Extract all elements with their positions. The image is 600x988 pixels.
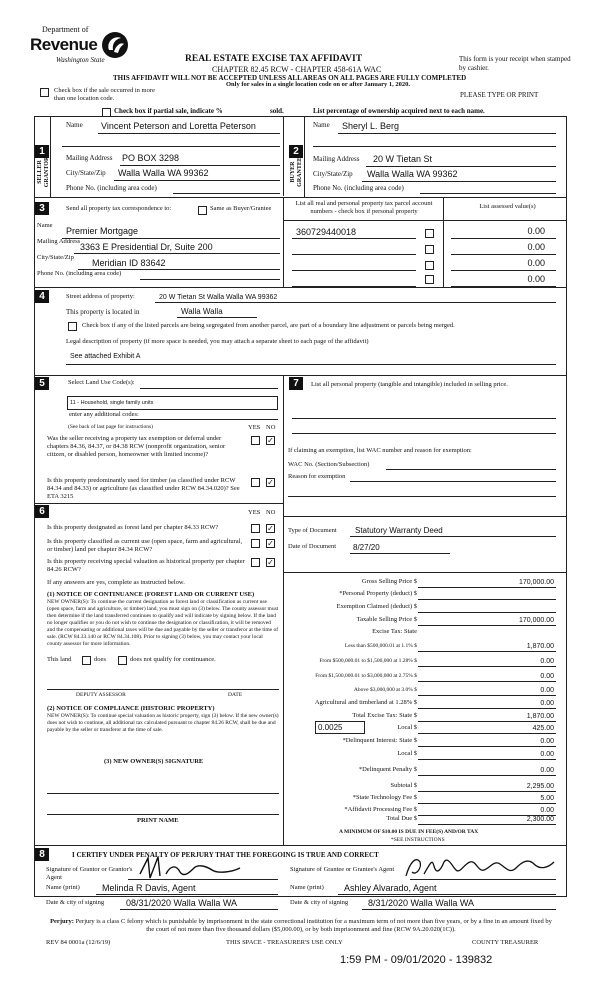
s6-q2-no-checkbox[interactable]: ✓ <box>267 539 274 548</box>
street-label: Street address of property: <box>66 293 135 300</box>
delinq-interest-label: *Delinquent Interest: State $ <box>342 737 417 744</box>
land-does-checkbox[interactable] <box>82 656 91 665</box>
section-4-badge: 4 <box>35 290 49 303</box>
treasurer-stamp: 1:59 PM - 09/01/2020 - 139832 <box>340 954 493 966</box>
s5-question-1: Was the seller receiving a property tax exemption or deferral under chapters 84.36, 84.37, or 84.38 RCW (nonprofit organization, senior citizen, or disabled person, homeowner with limited income)? <box>47 435 226 458</box>
does-label: does <box>94 656 106 663</box>
date-label: DATE <box>228 692 243 698</box>
tech-fee-label: *State Technology Fee $ <box>352 794 417 801</box>
s6-q3-no-checkbox[interactable]: ✓ <box>267 558 274 567</box>
minimum-note: A MINIMUM OF $10.00 IS DUE IN FEE(S) AND/OR TAX <box>339 829 479 835</box>
section-2-badge: 2 <box>289 145 303 158</box>
print-name-label: PRINT NAME <box>137 817 179 824</box>
personal-property-label: List all personal property (tangible and intangible) included in selling price. <box>311 381 508 388</box>
s3-name[interactable]: Premier Mortgage <box>66 226 139 236</box>
tier1-label: Less than $500,000.01 at 1.1% $ <box>344 643 417 649</box>
personal-property-checkbox[interactable] <box>425 261 434 270</box>
partial-sold-label: sold. <box>270 107 284 115</box>
s6-question-2: Is this property classified as current use (open space, farm and agricultural, or timber) land per chapter 84.34 RCW? <box>47 538 243 553</box>
s6-q3-yes-checkbox[interactable] <box>251 558 260 567</box>
reason-label: Reason for exemption <box>288 473 346 480</box>
taxable-label: Taxable Selling Price $ <box>356 616 417 623</box>
taxable-value[interactable]: 170,000.00 <box>518 617 554 624</box>
buyer-side-label: BUYER GRANTEE <box>290 157 303 187</box>
deputy-assessor-label: DEPUTY ASSESSOR <box>76 692 126 698</box>
if-yes-note: If any answers are yes, complete as instructed below. <box>47 579 185 586</box>
form-revision: REV 84 0001a (12/6/19) <box>46 939 111 946</box>
s6-question-3: Is this property receiving special valuation as historical property per chapter 84.26 RCW? <box>47 558 245 573</box>
s6-q1-yes-checkbox[interactable] <box>251 524 260 533</box>
reason-field[interactable] <box>350 481 556 482</box>
perjury-text: Perjury is a class C felony which is punishable by imprisonment in the state correctional institution for a maximum term of not more than five years, or by a fine in an amount fixed by the court of not more than five thousand dollars ($5,000.00), or by both imprisonment and fine (RCW 9A.20.020(1C)). <box>75 918 552 933</box>
perjury-notice <box>46 918 556 934</box>
total-due-value[interactable]: 2,300.00 <box>526 816 554 823</box>
grantor-signature-label: Signature of Grantor or Grantor's Agent <box>46 866 133 881</box>
seller-mailing[interactable]: PO BOX 3298 <box>122 153 180 163</box>
personal-property-checkbox[interactable] <box>425 275 434 284</box>
form-title: REAL ESTATE EXCISE TAX AFFIDAVIT <box>185 54 363 64</box>
total-due-label: Total Due $ <box>386 815 417 822</box>
doc-date-label: Date of Document <box>288 543 337 550</box>
s5-q1-yes-checkbox[interactable] <box>251 436 260 445</box>
logo-swirl-icon <box>100 30 130 60</box>
s5-no-header: NO <box>266 424 276 431</box>
grantee-name-label: Name (print) <box>290 884 324 891</box>
assessed-value[interactable]: 0.00 <box>527 258 545 268</box>
same-as-buyer-label: Same as Buyer/Grantee <box>210 205 272 212</box>
this-land-label: This land <box>47 656 72 663</box>
delinq-interest-value[interactable]: 0.00 <box>540 738 554 745</box>
s3-phone-label: Phone No. (including area code) <box>37 270 122 277</box>
subtotal-label: Subtotal $ <box>390 782 417 789</box>
delinq-local-value[interactable]: 0.00 <box>540 751 554 758</box>
buyer-name-label: Name <box>313 121 330 129</box>
legal-desc-label: Legal description of property (if more space is needed, you may attach a separate sheet to each page of the affidavit) <box>66 338 369 345</box>
exemption-label: If claiming an exemption, list WAC number and reason for exemption: <box>288 447 472 454</box>
total-state-label: Total Excise Tax: State $ <box>352 712 417 719</box>
tier4-value[interactable]: 0.00 <box>540 687 554 694</box>
gross-value[interactable]: 170,000.00 <box>518 579 554 586</box>
land-does-not-checkbox[interactable] <box>118 656 127 665</box>
doc-date[interactable]: 8/27/20 <box>353 543 380 552</box>
notice-compliance-body: NEW OWNER(S): To continue special valuation as historic property, sign (3) below. If the new owner(s) does not wish to continue, all additional tax calculated pursuant to chapter 84.26 RCW, shall be due and payable by the seller or transferor at the time of sale. <box>47 713 279 733</box>
exemption-deduct-label: Exemption Claimed (deduct) $ <box>336 603 417 610</box>
s5-q2-no-checkbox[interactable]: ✓ <box>267 478 274 487</box>
located-in[interactable]: Walla Walla <box>181 307 223 316</box>
buyer-city[interactable]: Walla Walla WA 99362 <box>367 169 458 179</box>
land-use-value: 11 - Household, single family units <box>70 400 154 406</box>
parcel-number[interactable]: 360729440018 <box>296 227 357 237</box>
local-rate-box[interactable] <box>315 721 365 734</box>
grantee-date-label: Date & city of signing <box>290 899 349 906</box>
tier2-value[interactable]: 0.00 <box>540 658 554 665</box>
s6-yes-header: YES <box>248 509 261 516</box>
notice-continuance-title: (1) NOTICE OF CONTINUANCE (FOREST LAND OR CURRENT USE) <box>47 591 255 598</box>
local-label: Local $ <box>397 724 417 731</box>
wac-field[interactable] <box>386 469 556 470</box>
seller-phone-label: Phone No. (including area code) <box>66 184 157 192</box>
logo-state-text: Washington State <box>56 56 105 64</box>
assessed-header: List assessed value(s) <box>479 203 536 210</box>
notice-compliance-title: (2) NOTICE OF COMPLIANCE (HISTORIC PROPERTY) <box>47 705 215 712</box>
does-not-label: does not qualify for continuance. <box>130 656 216 663</box>
additional-codes-field[interactable] <box>130 419 278 420</box>
grantor-signature[interactable] <box>136 854 296 882</box>
segregated-label: Check box if any of the listed parcels are being segregated from another parcel, are part of a boundary line adjustment or parcels being merged. <box>82 322 455 329</box>
s6-question-1: Is this property designated as forest land per chapter 84.33 RCW? <box>47 524 219 531</box>
seller-name-label: Name <box>66 121 83 129</box>
property-street[interactable]: 20 W Tietan St Walla Walla WA 99362 <box>159 294 278 301</box>
treasurer-only-label: THIS SPACE - TREASURER'S USE ONLY <box>226 939 343 946</box>
partial-sale-label: Check box if partial sale, indicate % <box>114 107 223 115</box>
local-value[interactable]: 425.00 <box>532 725 554 732</box>
tier3-label: From $1,500,000.01 to $3,000,000 at 2.75% $ <box>315 673 417 679</box>
grantor-name[interactable]: Melinda R Davis, Agent <box>102 883 196 893</box>
seller-city[interactable]: Walla Walla WA 99362 <box>118 168 209 178</box>
grantee-signature[interactable] <box>402 852 562 882</box>
multi-location-label: Check box if the sale occurred in more than one location code. <box>54 87 155 102</box>
s5-yes-header: YES <box>248 424 261 431</box>
assessed-value[interactable]: 0.00 <box>527 226 545 236</box>
proc-fee-value[interactable]: 0.00 <box>540 807 554 814</box>
acceptance-warning: THIS AFFIDAVIT WILL NOT BE ACCEPTED UNLESS ALL AREAS ON ALL PAGES ARE FULLY COMPLETED <box>113 74 467 82</box>
multi-location-checkbox[interactable] <box>40 88 49 97</box>
buyer-city-label: City/State/Zip <box>313 170 353 178</box>
section-1-badge: 1 <box>35 145 49 158</box>
s6-q1-no-checkbox[interactable]: ✓ <box>267 524 274 533</box>
seller-name[interactable]: Vincent Peterson and Loretta Peterson <box>101 121 256 131</box>
certify-statement: I CERTIFY UNDER PENALTY OF PERJURY THAT THE FOREGOING IS TRUE AND CORRECT <box>72 851 379 859</box>
section-8-badge: 8 <box>35 848 49 861</box>
local-rate: 0.0025 <box>318 723 343 732</box>
s6-q2-yes-checkbox[interactable] <box>251 539 260 548</box>
grantee-date-city[interactable]: 8/31/2020 Walla Walla WA <box>368 898 475 908</box>
new-owner-signature-title: (3) NEW OWNER(S) SIGNATURE <box>104 758 204 765</box>
personal-property-checkbox[interactable] <box>425 229 434 238</box>
ownership-note: List percentage of ownership acquired next to each name. <box>313 107 485 115</box>
see-instructions-note: *SEE INSTRUCTIONS <box>391 837 445 843</box>
grantor-date-city[interactable]: 08/31/2020 Walla Walla WA <box>126 898 238 908</box>
form-subtitle: CHAPTER 82.45 RCW - CHAPTER 458-61A WAC <box>212 65 382 74</box>
buyer-phone-label: Phone No. (including area code) <box>313 184 404 192</box>
tier1-value[interactable]: 1,870.00 <box>526 643 554 650</box>
s3-name-label: Name <box>37 222 53 229</box>
new-owner-signature-field[interactable] <box>47 793 279 794</box>
tech-fee-value[interactable]: 5.00 <box>540 795 554 802</box>
single-location-note: Only for sales in a single location code on or after January 1, 2020. <box>226 81 410 88</box>
notice-continuance-body: NEW OWNER(S): To continue the current designation as forest land or classification as current use (open space, farm and agriculture, or timber) land, you must sign on (3) below. The county assessor must then determine if the land transferred continues to qualify and will indicate by signing below. If the land no longer qualifies or you do not wish to continue the designation or classification, it will be removed and the compensating or additional taxes will be due and payable by the seller or transferor at the time of sale. (RCW 84.33.140 or RCW 84.34.108). Prior to signing (3) below, you may contact your local county assessor for more information. <box>47 599 279 647</box>
doc-type[interactable]: Statutory Warranty Deed <box>355 526 443 535</box>
s3-phone-field[interactable] <box>140 279 280 280</box>
gross-label: Gross Selling Price $ <box>361 578 417 585</box>
delinq-local-label: Local $ <box>397 750 417 757</box>
total-state-value[interactable]: 1,870.00 <box>526 713 554 720</box>
personal-deduct-label: *Personal Property (deduct) $ <box>339 590 417 597</box>
tier2-label: From $500,000.01 to $1,500,000 at 1.28% $ <box>319 658 417 664</box>
s5-q1-no-checkbox[interactable]: ✓ <box>267 436 274 445</box>
section-7-badge: 7 <box>289 377 303 390</box>
buyer-phone-field[interactable] <box>420 193 556 194</box>
seller-mailing-label: Mailing Address <box>66 154 113 162</box>
delinq-penalty-label: *Delinquent Penalty $ <box>358 766 417 773</box>
send-correspondence-label: Send all property tax correspondence to: <box>66 205 172 212</box>
s5-q2-yes-checkbox[interactable] <box>251 478 260 487</box>
section-3-badge: 3 <box>35 202 49 215</box>
personal-property-field[interactable] <box>292 418 556 419</box>
buyer-name[interactable]: Sheryl L. Berg <box>342 121 400 131</box>
s3-mailing-label: Mailing Address <box>37 238 81 245</box>
agri-value[interactable]: 0.00 <box>540 700 554 707</box>
proc-fee-label: *Affidavit Processing Fee $ <box>344 806 417 813</box>
s3-city-label: City/State/Zip <box>37 254 74 261</box>
tier4-label: Above $3,000,000 at 3.0% $ <box>353 687 417 693</box>
receipt-note: This form is your receipt when stamped by cashier. <box>459 55 571 72</box>
grantee-signature-label: Signature of Grantee or Grantee's Agent <box>290 866 395 873</box>
assessed-value[interactable]: 0.00 <box>527 274 545 284</box>
land-use-select[interactable] <box>67 396 278 410</box>
grantee-name[interactable]: Ashley Alvarado, Agent <box>344 883 437 893</box>
see-back-note: (See back of last page for instructions) <box>68 424 153 430</box>
perjury-label: Perjury: <box>50 918 74 925</box>
s6-no-header: NO <box>266 509 276 516</box>
grantor-name-label: Name (print) <box>46 884 80 891</box>
excise-state-label: Excise Tax: State <box>372 628 417 635</box>
agri-label: Agricultural and timberland at 1.28% $ <box>314 699 417 706</box>
seller-side-label: SELLER GRANTOR <box>37 156 50 188</box>
assessed-value[interactable]: 0.00 <box>527 242 545 252</box>
wac-label: WAC No. (Section/Subsection) <box>288 461 370 468</box>
s3-city[interactable]: Meridian ID 83642 <box>92 258 166 268</box>
seller-city-label: City/State/Zip <box>66 169 106 177</box>
logo-dept-text: Department of <box>42 25 89 34</box>
buyer-mailing[interactable]: 20 W Tietan St <box>373 154 433 164</box>
doc-type-label: Type of Document <box>288 527 337 534</box>
personal-property-checkbox[interactable] <box>425 245 434 254</box>
grantor-date-label: Date & city of signing <box>46 899 105 906</box>
delinq-penalty-value[interactable]: 0.00 <box>540 767 554 774</box>
section-6-badge: 6 <box>35 505 49 518</box>
tier3-value[interactable]: 0.00 <box>540 673 554 680</box>
same-as-buyer-checkbox[interactable] <box>198 206 207 215</box>
located-label: This property is located in <box>66 308 140 316</box>
land-use-label: Select Land Use Code(s): <box>68 379 135 386</box>
subtotal-value[interactable]: 2,295.00 <box>526 783 554 790</box>
parcel-header: List all real and personal property tax parcel account numbers - check box if personal property <box>295 200 433 215</box>
s3-mailing[interactable]: 3363 E Presidential Dr, Suite 200 <box>80 242 213 252</box>
section-5-badge: 5 <box>35 377 49 390</box>
county-treasurer-label: COUNTY TREASURER <box>472 939 539 946</box>
please-type-note: PLEASE TYPE OR PRINT <box>460 91 539 99</box>
s5-question-2: Is this property predominantly used for timber (as classified under RCW 84.34 and 84.33) or agriculture (as classified under RCW 84.34.020)? See ETA 3215 <box>47 477 240 500</box>
legal-description[interactable]: See attached Exhibit A <box>70 353 141 360</box>
seller-phone-field[interactable] <box>173 193 280 194</box>
additional-codes-label: enter any additional codes: <box>69 411 139 418</box>
buyer-mailing-label: Mailing Address <box>313 155 360 163</box>
segregated-checkbox[interactable] <box>68 322 77 331</box>
logo-revenue-text: Revenue <box>30 35 98 54</box>
